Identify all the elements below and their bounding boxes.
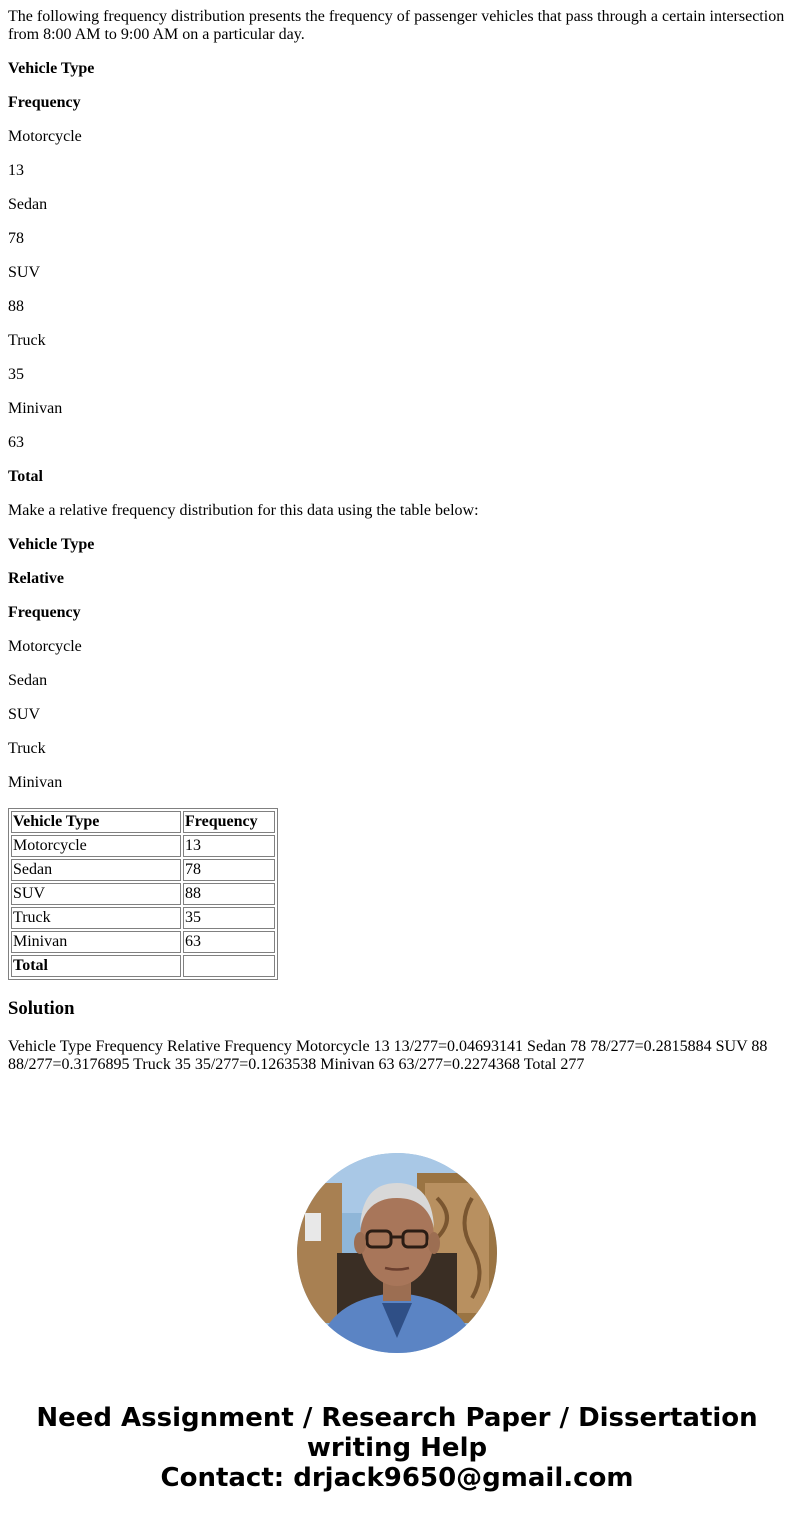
instruction-paragraph: Make a relative frequency distribution for this data using the table below: [8,502,479,519]
first-list-freq: 13 [8,162,24,179]
cta-contact-line: Contact: drjack9650@gmail.com [160,1463,634,1493]
second-list-header-relative: Relative [8,570,64,587]
table-cell: Minivan [11,931,181,953]
first-list-header-type: Vehicle Type [8,60,95,77]
table-row [11,907,275,929]
table-total-label: Total [11,955,181,977]
solution-text: Vehicle Type Frequency Relative Frequency Motorcycle 13 13/277=0.04693141 Sedan 78 78/277=0.2815884 SUV 88 88/277=0.3176895 Truck 35 35/277=0.1263538 Minivan 63 63/277=0.2274368 Total 277 [8,1038,768,1073]
second-list-item: Truck [8,740,46,757]
first-list-total: Total [8,468,43,485]
second-list-item: Minivan [8,774,63,791]
avatar [297,1153,497,1353]
table-row [11,931,275,953]
table-cell: 63 [183,931,275,953]
first-list-freq: 63 [8,434,24,451]
table-total-row [11,955,275,977]
first-list-type: SUV [8,264,41,281]
solution-heading: Solution [8,998,75,1019]
table-cell: 78 [183,859,275,881]
table-cell: Truck [11,907,181,929]
first-list-type: Truck [8,332,46,349]
frequency-table [8,808,278,980]
first-list-header-frequency: Frequency [8,94,81,111]
table-cell: 13 [183,835,275,857]
table-row [11,835,275,857]
avatar-photo-illustration [297,1153,497,1353]
table-cell: Sedan [11,859,181,881]
first-list-freq: 88 [8,298,24,315]
table-header-cell: Vehicle Type [11,811,181,833]
intro-paragraph: The following frequency distribution presents the frequency of passenger vehicles that pass through a certain intersection from 8:00 AM to 9:00 AM on a particular day. [8,8,785,43]
first-list-type: Motorcycle [8,128,82,145]
second-list-header-type: Vehicle Type [8,536,95,553]
table-cell: Motorcycle [11,835,181,857]
cta-line: writing Help [306,1433,488,1463]
first-list-freq: 78 [8,230,24,247]
table-row [11,859,275,881]
contact-banner [0,1403,794,1493]
table-cell: SUV [11,883,181,905]
second-list-header-frequency: Frequency [8,604,81,621]
table-header-row [11,811,275,833]
cta-line: Need Assignment / Research Paper / Dissertation [36,1403,758,1433]
second-list-item: SUV [8,706,41,723]
first-list-freq: 35 [8,366,24,383]
second-list-item: Motorcycle [8,638,82,655]
table-row [11,883,275,905]
first-list-type: Minivan [8,400,63,417]
table-total-value [183,955,275,977]
second-list-item: Sedan [8,672,48,689]
table-cell: 35 [183,907,275,929]
first-list-type: Sedan [8,196,48,213]
table-cell: 88 [183,883,275,905]
table-header-cell: Frequency [183,811,275,833]
